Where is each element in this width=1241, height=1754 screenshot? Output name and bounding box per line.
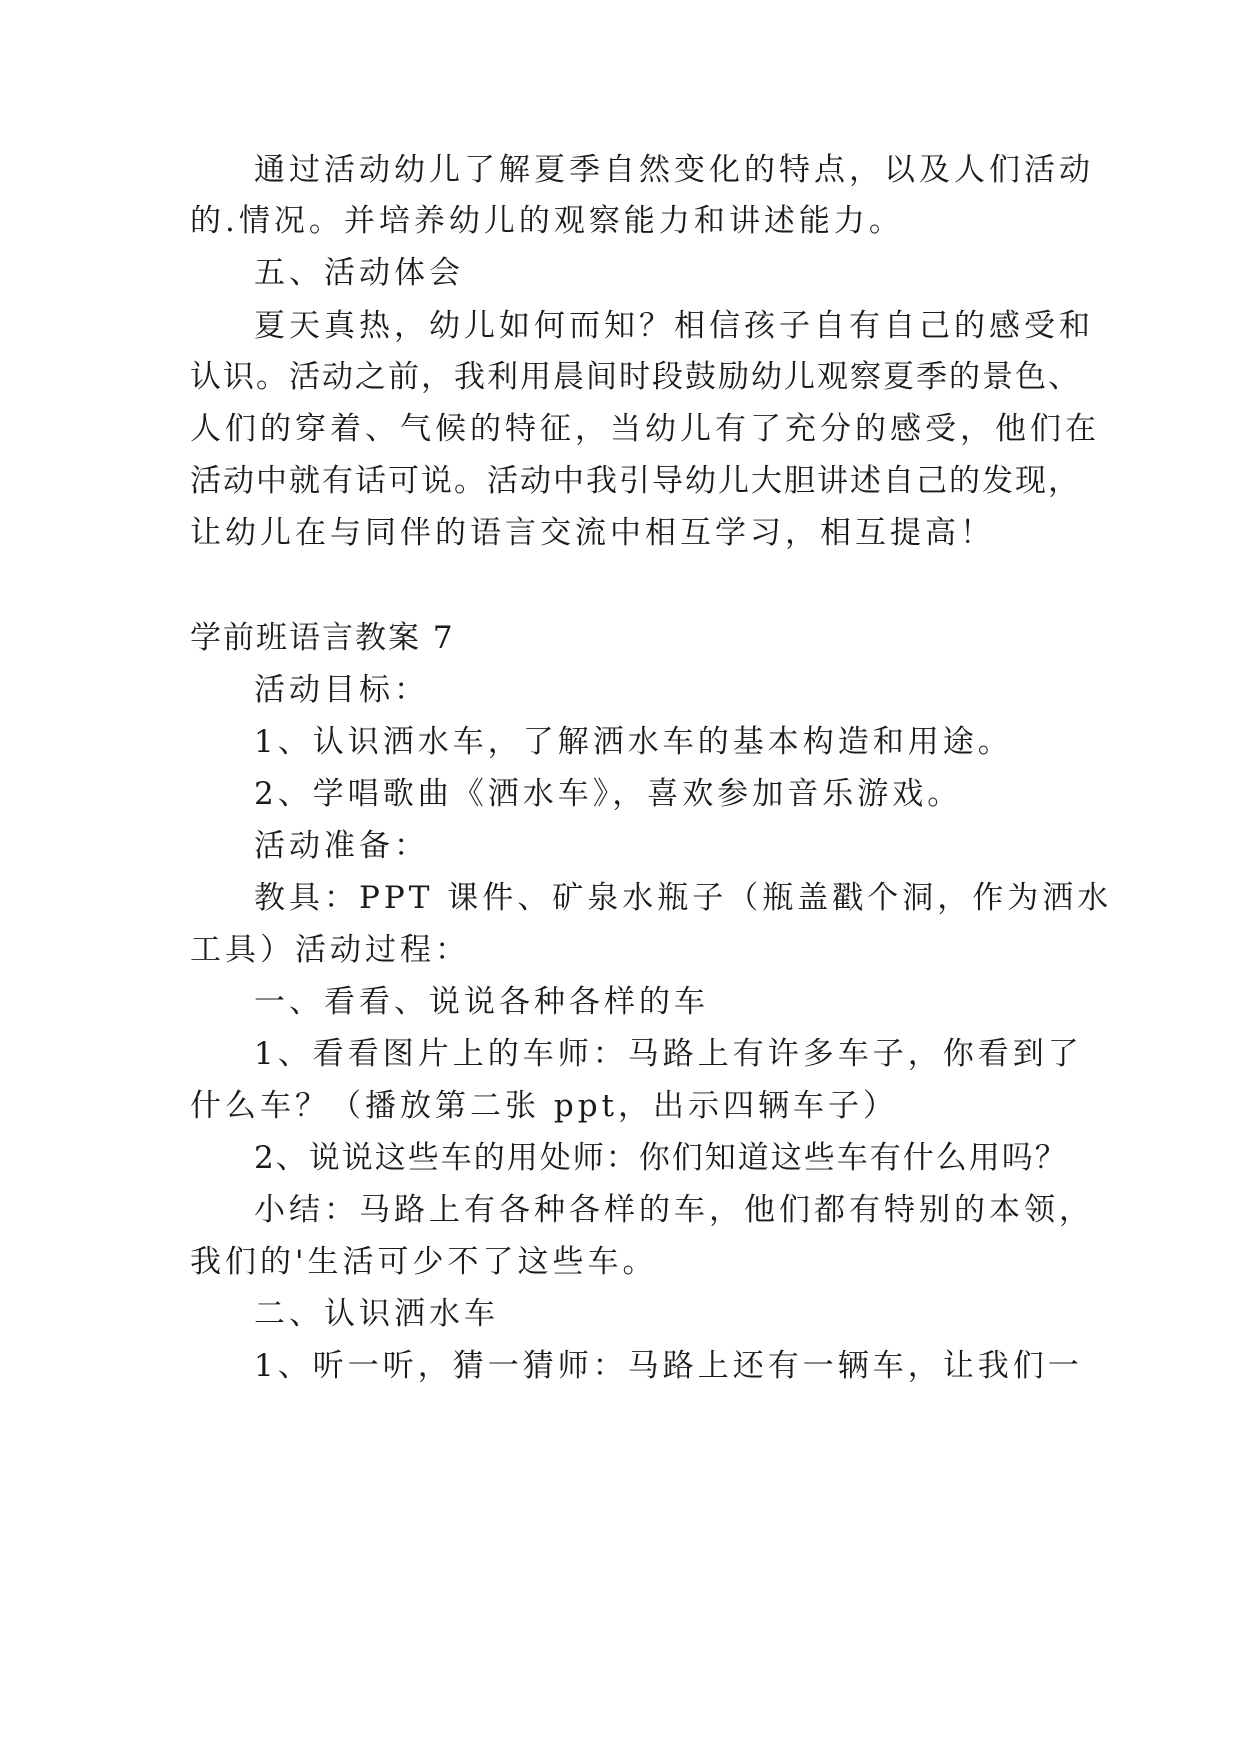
paragraph-line: 的.情况。并培养幼儿的观察能力和讲述能力。 — [190, 203, 904, 239]
paragraph-line: 夏天真热，幼儿如何而知？相信孩子自有自己的感受和 — [254, 308, 1094, 344]
list-item: 2、说说这些车的用处师：你们知道这些车有什么用吗？ — [254, 1140, 1068, 1176]
paragraph-line: 我们的'生活可少不了这些车。 — [190, 1244, 658, 1280]
paragraph-line: 什么车？（播放第二张 ppt，出示四辆车子） — [190, 1088, 898, 1124]
section-heading: 活动准备： — [254, 828, 429, 864]
list-item: 2、学唱歌曲《洒水车》，喜欢参加音乐游戏。 — [254, 776, 963, 812]
list-item: 1、认识洒水车，了解洒水车的基本构造和用途。 — [254, 724, 1013, 760]
paragraph-line: 认识。活动之前，我利用晨间时段鼓励幼儿观察夏季的景色、 — [190, 359, 1081, 395]
section-heading: 五、活动体会 — [254, 255, 464, 291]
paragraph-line: 教具：PPT 课件、矿泉水瓶子（瓶盖戳个洞，作为洒水 — [254, 880, 1113, 916]
list-item: 1、听一听，猜一猜师：马路上还有一辆车，让我们一 — [254, 1348, 1083, 1384]
document-title: 学前班语言教案 7 — [190, 620, 455, 656]
section-heading: 活动目标： — [254, 672, 429, 708]
paragraph-line: 通过活动幼儿了解夏季自然变化的特点，以及人们活动 — [254, 152, 1094, 188]
section-heading: 一、看看、说说各种各样的车 — [254, 984, 709, 1020]
section-heading: 二、认识洒水车 — [254, 1296, 499, 1332]
paragraph-line: 活动中就有话可说。活动中我引导幼儿大胆讲述自己的发现， — [190, 463, 1081, 499]
paragraph-line: 让幼儿在与同伴的语言交流中相互学习，相互提高！ — [190, 515, 995, 551]
paragraph-line: 小结：马路上有各种各样的车，他们都有特别的本领， — [254, 1192, 1094, 1228]
paragraph-line: 工具）活动过程： — [190, 932, 470, 968]
paragraph-line: 人们的穿着、气候的特征，当幼儿有了充分的感受，他们在 — [190, 411, 1100, 447]
list-item: 1、看看图片上的车师：马路上有许多车子，你看到了 — [254, 1036, 1083, 1072]
